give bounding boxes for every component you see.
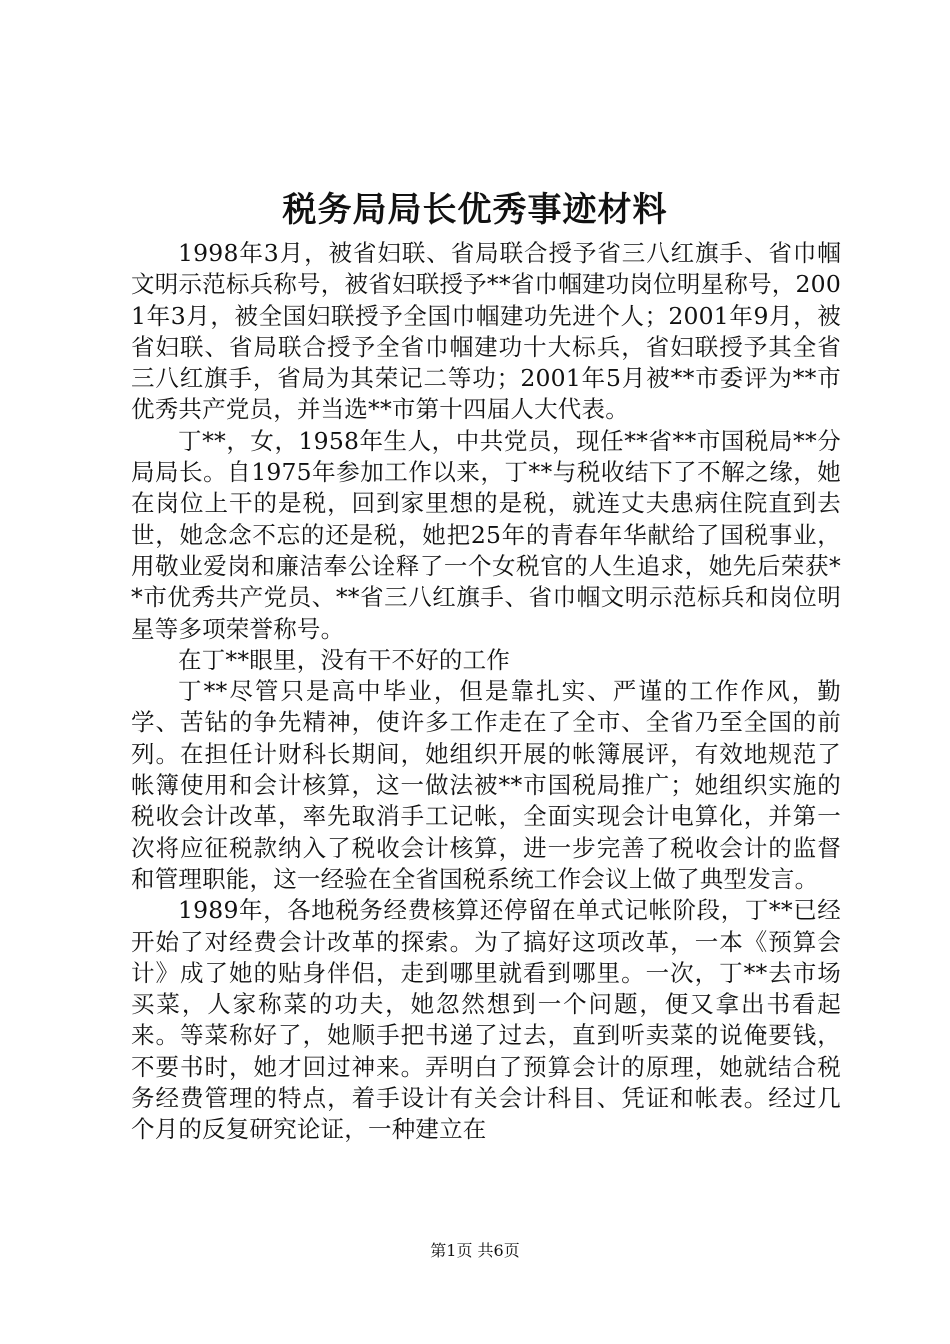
body-paragraph: 丁**，女，1958年生人，中共党员，现任**省**市国税局**分局局长。自1975年参加工作以来，丁**与税收结下了不解之缘，她在岗位上干的是税，回到家里想的是税，就连丈夫患病住院直到去世，她念念不忘的还是税，她把25年的青春年华献给了国税事业，用敬业爱岗和廉洁奉公诠释了一个女税官的人生追求，她先后荣获**市优秀共产党员、**省三八红旗手、省巾帼文明示范标兵和岗位明星等多项荣誉称号。 — [131, 426, 841, 643]
section-heading: 在丁**眼里，没有干不好的工作 — [178, 645, 510, 674]
body-paragraph: 1989年，各地税务经费核算还停留在单式记帐阶段，丁**已经开始了对经费会计改革的探索。为了搞好这项改革，一本《预算会计》成了她的贴身伴侣，走到哪里就看到哪里。一次，丁**去市场买菜，人家称菜的功夫，她忽然想到一个问题，便又拿出书看起来。等菜称好了，她顺手把书递了过去，直到听卖菜的说俺要钱，不要书时，她才回过神来。弄明白了预算会计的原理，她就结合税务经费管理的特点，着手设计有关会计科目、凭证和帐表。经过几个月的反复研究论证，一种建立在 — [131, 896, 841, 1144]
body-paragraph: 1998年3月，被省妇联、省局联合授予省三八红旗手、省巾帼文明示范标兵称号，被省妇联授予**省巾帼建功岗位明星称号，2001年3月，被全国妇联授予全国巾帼建功先进个人；2001年9月，被省妇联、省局联合授予全省巾帼建功十大标兵，省妇联授予其全省三八红旗手，省局为其荣记二等功；2001年5月被**市委评为**市优秀共产党员，并当选**市第十四届人大代表。 — [131, 239, 841, 424]
page-number-footer: 第1页 共6页 — [430, 1241, 520, 1260]
document-body — [131, 238, 841, 1146]
document-title: 税务局局长优秀事迹材料 — [282, 190, 668, 230]
body-paragraph: 丁**尽管只是高中毕业，但是靠扎实、严谨的工作作风，勤学、苦钻的争先精神，使许多工作走在了全市、全省乃至全国的前列。在担任计财科长期间，她组织开展的帐簿展评，有效地规范了帐簿使用和会计核算，这一做法被**市国税局推广；她组织实施的税收会计改革，率先取消手工记帐，全面实现会计电算化，并第一次将应征税款纳入了税收会计核算，进一步完善了税收会计的监督和管理职能，这一经验在全省国税系统工作会议上做了典型发言。 — [131, 677, 841, 893]
